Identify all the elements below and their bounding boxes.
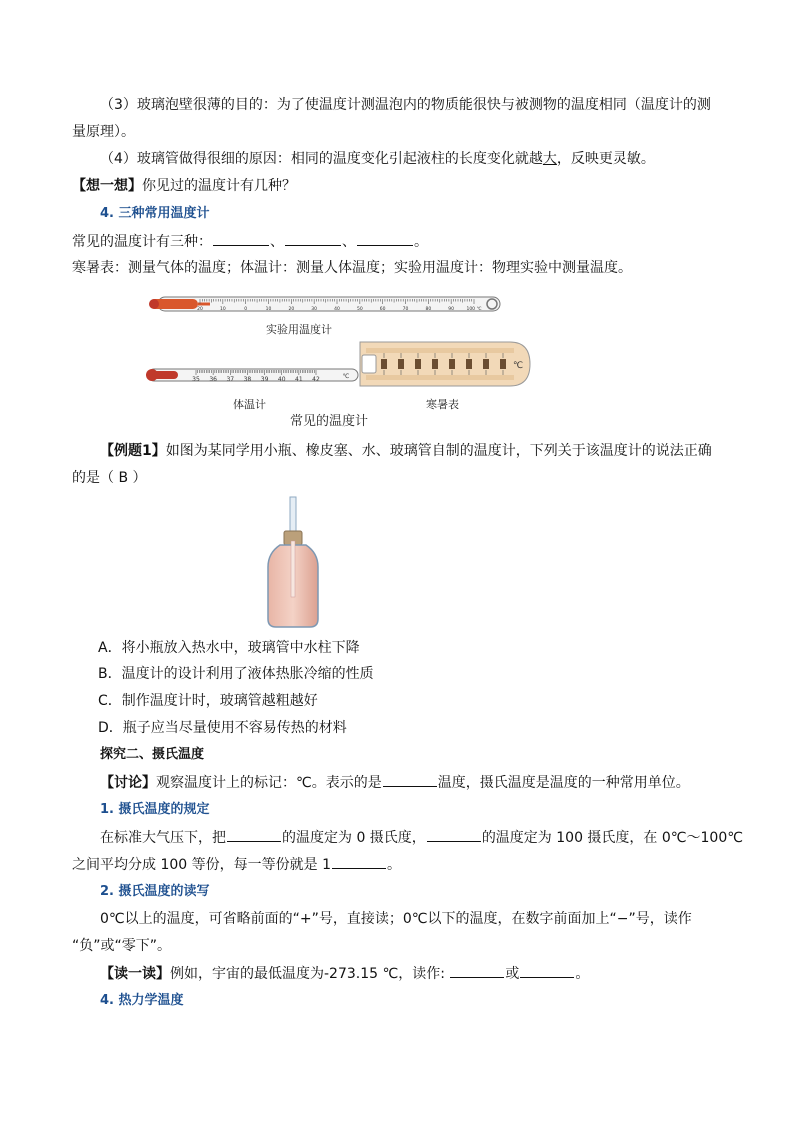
lab-thermometer-icon [149, 297, 500, 312]
lab-tick-label: 10 [219, 307, 226, 312]
lab-tick-label: 60 [379, 307, 386, 312]
common-types-text: 常见的温度计有三种： [72, 234, 212, 250]
example-1-text: 如图为某同学用小瓶、橡皮塞、水、玻璃管自制的温度计，下列关于该温度计的说法正确 [165, 443, 712, 459]
para-3-line2: 量原理）。 [72, 124, 135, 140]
rule-text-d: 之间平均分成 100 等份，每一等份就是 1 [72, 857, 331, 873]
figure-caption: 常见的温度计 [290, 414, 369, 429]
wall-scale-mark [398, 359, 404, 369]
wall-unit-label: ℃ [512, 361, 524, 371]
bottle-icon [262, 495, 328, 631]
body-tick-label: 42 [312, 376, 320, 383]
option-c[interactable]: C．制作温度计时，玻璃管越粗越好 [98, 693, 318, 709]
lab-tick-label: 20 [288, 307, 295, 312]
discuss-label: 【讨论】 [100, 775, 156, 791]
heading-celsius-rule: 1. 摄氏温度的规定 [100, 802, 210, 817]
read-line2: “负”或“零下”。 [72, 938, 172, 954]
example-1-line1 [100, 441, 712, 461]
discuss-text-a: 观察温度计上的标记：℃。表示的是 [156, 775, 382, 791]
para-4 [100, 149, 655, 169]
rule-text-b: 的温度定为 0 摄氏度， [282, 830, 426, 846]
blank-rule-2[interactable] [427, 827, 481, 842]
read-it-line [100, 963, 589, 984]
heading-celsius-read: 2. 摄氏温度的读写 [100, 884, 210, 899]
rule-text-c: 的温度定为 100 摄氏度，在 0℃～100℃ [481, 830, 743, 846]
body-tick-label: 37 [226, 376, 235, 383]
body-unit-label: ℃ [342, 373, 350, 380]
body-tick-label: 41 [295, 376, 303, 383]
lab-tick-label: 90 [448, 307, 455, 312]
think-label: 【想一想】 [72, 178, 142, 194]
read-line1: 0℃以上的温度，可省略前面的“+”号，直接读；0℃以下的温度，在数字前面加上“−”号，读作 [100, 911, 692, 927]
body-tick-label: 36 [209, 376, 217, 383]
separator-1: 、 [270, 234, 284, 250]
blank-type-3[interactable] [357, 231, 413, 246]
read-it-label: 【读一读】 [100, 966, 170, 982]
rule-line1 [100, 827, 743, 848]
blank-read-1[interactable] [450, 963, 504, 978]
option-d[interactable]: D．瓶子应当尽量使用不容易传热的材料 [98, 720, 347, 736]
body-tick-label: 39 [260, 376, 269, 383]
rule-text-e: 。 [386, 857, 401, 873]
lab-tick-label: 30 [311, 307, 318, 312]
blank-type-1[interactable] [213, 231, 269, 246]
rule-text-a: 在标准大气压下，把 [100, 830, 226, 846]
common-types-line [72, 231, 428, 252]
lab-tick-label: 70 [402, 307, 409, 312]
para-4-text-b: ，反映更灵敏。 [556, 151, 655, 167]
discuss-text-b: 温度，摄氏温度是温度的一种常用单位。 [437, 775, 690, 791]
wall-scale-mark [415, 359, 421, 369]
body-tick-label: 35 [192, 376, 200, 383]
lab-tick-label: 50 [356, 307, 363, 312]
body-thermometer-icon [146, 369, 358, 383]
lab-tick-label: 10 [265, 307, 272, 312]
think-text: 你见过的温度计有几种？ [142, 178, 296, 194]
example-1-line2: 的是（ B ） [72, 470, 147, 486]
wall-scale-mark [466, 359, 472, 369]
wall-scale-mark [449, 359, 455, 369]
rule-line2 [72, 854, 401, 875]
blank-discuss[interactable] [383, 772, 437, 787]
homemade-thermometer-figure [262, 495, 328, 631]
read-it-text: 例如，宇宙的最低温度为-273.15 ℃，读作: [170, 966, 450, 982]
option-a[interactable]: A．将小瓶放入热水中，玻璃管中水柱下降 [98, 640, 360, 656]
blank-read-2[interactable] [520, 963, 574, 978]
lab-tick-label: 20 [197, 307, 203, 312]
wall-thermometer-icon [360, 342, 530, 386]
explore-2-heading: 探究二、摄氏温度 [100, 747, 205, 762]
lab-tick-label: 40 [334, 307, 340, 312]
wall-scale-mark [500, 359, 506, 369]
types-description: 寒暑表：测量气体的温度；体温计：测量人体温度；实验用温度计：物理实验中测量温度。 [72, 260, 632, 276]
discuss-line [100, 772, 690, 793]
body-tick-label: 38 [243, 376, 252, 383]
wall-scale-mark [381, 359, 387, 369]
heading-thermodynamic: 4. 热力学温度 [100, 993, 184, 1008]
para-4-underlined: 大 [542, 151, 557, 167]
heading-three-thermometers: 4. 三种常用温度计 [100, 206, 210, 221]
blank-rule-1[interactable] [227, 827, 281, 842]
lab-tick-label: 100 ℃ [466, 307, 482, 312]
blank-rule-3[interactable] [332, 854, 386, 869]
lab-tick-label: 80 [425, 307, 432, 312]
body-thermometer-label: 体温计 [233, 398, 266, 411]
period: 。 [414, 234, 428, 250]
separator-2: 、 [342, 234, 356, 250]
read-it-end: 。 [575, 966, 590, 982]
think-line [72, 176, 296, 196]
blank-type-2[interactable] [285, 231, 341, 246]
lab-thermometer-label: 实验用温度计 [266, 323, 332, 336]
para-4-text-a: （4）玻璃管做得很细的原因：相同的温度变化引起液柱的长度变化就越 [100, 151, 543, 167]
body-tick-label: 40 [277, 376, 286, 383]
option-b[interactable]: B．温度计的设计利用了液体热胀冷缩的性质 [98, 666, 374, 682]
read-it-or: 或 [505, 966, 520, 982]
wall-thermometer-label: 寒暑表 [426, 398, 459, 411]
para-3-line1: （3）玻璃泡壁很薄的目的：为了使温度计测温泡内的物质能很快与被测物的温度相同（温度计的测 [100, 97, 711, 113]
example-1-label: 【例题1】 [100, 443, 166, 459]
wall-scale-mark [483, 359, 489, 369]
wall-scale-mark [432, 359, 438, 369]
lab-tick-label: 0 [244, 307, 248, 312]
